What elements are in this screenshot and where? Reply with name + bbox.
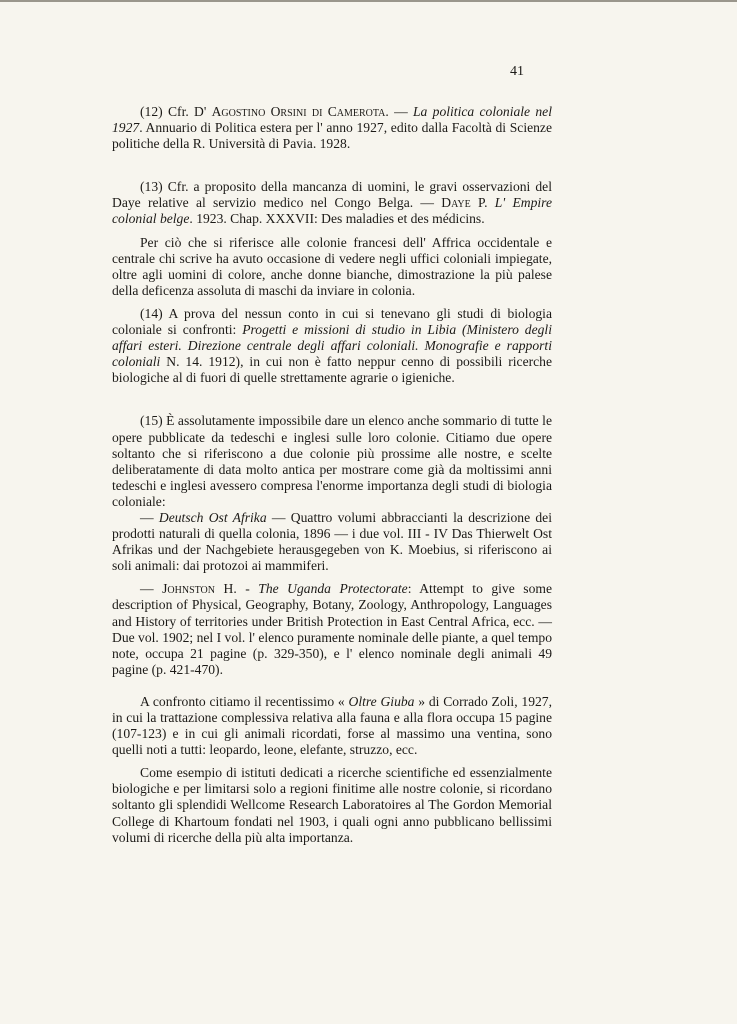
work-title: Oltre Giuba: [348, 693, 415, 709]
footnote-15-item-1: — Deutsch Ost Afrika — Quattro volumi abbraccianti la descrizione dei prodotti naturali di quella colonia, 1896 — i due vol. III - IV Das Thierwelt Ost Afrikas und der Nachgebiete herausgegeben von K. Moebius, si riferiscono ai soli animali: dai protozoi ai mammiferi.: [112, 509, 552, 574]
footnote-12: (12) Cfr. D' Agostino Orsini di Camerota. — La politica coloniale nel 1927. Annuario di Politica estera per l' anno 1927, edito dalla Facoltà di Scienze politiche della R. Università di Pavia. 1928.: [112, 104, 552, 152]
work-title: Deutsch Ost Afrika: [158, 509, 267, 525]
footnote-13: (13) Cfr. a proposito della mancanza di uomini, le gravi osservazioni del Daye relative al servizio medico nel Congo Belga. — Daye P. L' Empire colonial belge. 1923. Chap. XXXVII: Des maladies et des médicins.: [112, 179, 553, 227]
footnote-15-paragraph-a: A confronto citiamo il recentissimo « Oltre Giuba » di Corrado Zoli, 1927, in cui la trattazione complessiva relativa alla fauna e alla flora occupa 15 pagine (107-123) e in cui gli animali ricordati, forse al massimo una ventina, sono quelli noti a tutti: leopardo, leone, elefante, struzzo, ecc.: [112, 693, 552, 758]
work-title: The Uganda Protectorate: [258, 581, 408, 597]
author-name: Johnston: [162, 581, 215, 597]
work-title: Progetti e missioni di studio in Libia (Ministero degli affari esteri. Direzione centrale degli affari coloniali. Monografie e rapporti coloniali: [112, 322, 552, 370]
footnotes-body: [112, 104, 552, 846]
work-title: L' Empire colonial belge: [112, 195, 553, 227]
footnote-15-paragraph-b: Come esempio di istituti dedicati a ricerche scientifiche ed essenzialmente biologiche e per limitarsi solo a regioni finitime alle nostre colonie, si ricordano soltanto gli splendidi Wellcome Research Laboratoires al The Gordon Memorial College di Khartoum fondati nel 1903, i quali ogni anno pubblicano bellissimi volumi di ricerche della più alta importanza.: [112, 765, 552, 845]
footnote-15-item-2: — Johnston H. - The Uganda Protectorate: Attempt to give some description of Physical, Geography, Botany, Zoology, Anthropology, Languages and History of territories under British Protection in East Central Africa, ecc. — Due vol. 1902; nel I vol. l' elenco puramente nominale delle piante, a quel tempo note, occupa 21 pagine (p. 329-350), e l' elenco nominale degli animali 49 pagine (p. 421-470).: [112, 581, 552, 677]
footnote-14: (14) A prova del nessun conto in cui si tenevano gli studi di biologia coloniale si confronti: Progetti e missioni di studio in Libia (Ministero degli affari esteri. Direzione centrale degli affari coloniali. Monografie e rapporti coloniali N. 14. 1912), in cui non è fatto neppur cenno di possibili ricerche biologiche al di fuori di quelle strettamente agrarie o igieniche.: [112, 305, 552, 386]
footnote-13-paragraph: Per ciò che si riferisce alle colonie francesi dell' Affrica occidentale e centrale chi scrive ha avuto occasione di vedere negli uffici coloniali impiegate, oltre agli uomini di colore, anche donne bianche, dimostrazione la più palese della deficenza assoluta di maschi da inviare in colonia.: [112, 234, 552, 298]
author-name: Daye: [441, 195, 471, 211]
work-title: La politica coloniale nel 1927: [112, 104, 552, 136]
page-number: 41: [510, 64, 524, 79]
author-name: Agostino Orsini di Camerota: [211, 104, 386, 119]
scan-top-edge: [0, 0, 737, 2]
footnote-15: (15) È assolutamente impossibile dare un elenco anche sommario di tutte le opere pubblicate da tedeschi e inglesi sulle loro colonie. Citiamo due opere soltanto che si riferiscono a due colonie più prossime alle nostre, e scelte deliberatamente di data molto antica per mostrare come già da moltissimi anni tedeschi e inglesi avessero compresa l'enorme importanza degli studi di biologia coloniale:: [112, 413, 552, 509]
